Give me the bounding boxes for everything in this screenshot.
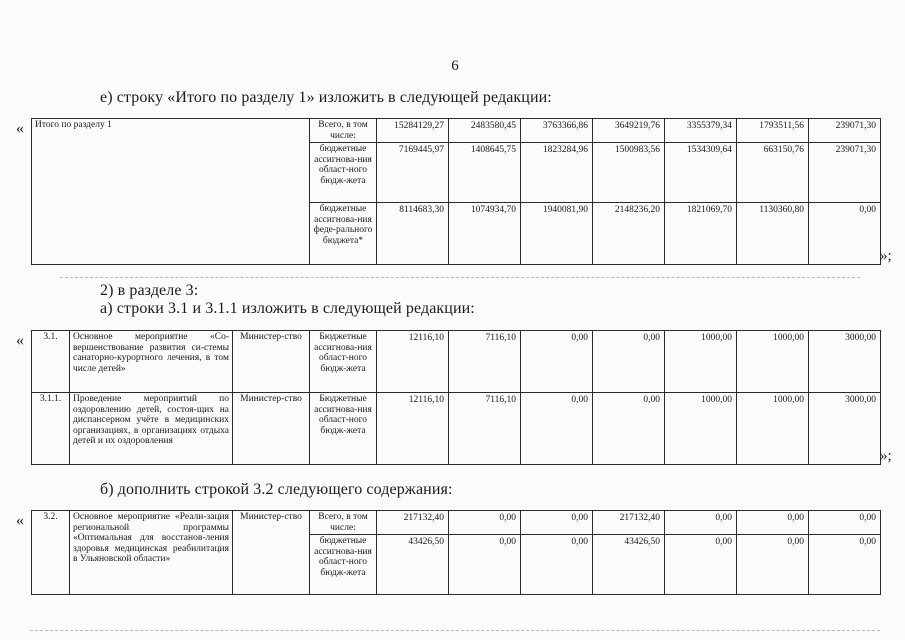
- source-cell: Бюджетные ассигнова-ния област-ного бюдж-жета: [310, 393, 377, 465]
- value-cell: 12116,10: [377, 331, 449, 393]
- close-quote-1: »;: [880, 248, 892, 264]
- open-quote-2: «: [16, 332, 24, 349]
- value-cell: 239071,30: [809, 119, 881, 143]
- value-cell: 0,00: [521, 331, 593, 393]
- table-section3-rows: [31, 330, 881, 465]
- measure-name: Проведение мероприятий по оздоровлению детей, состоя-щих на диспансерном учёте в медицинских организациях, в организациях отдыха детей и их оздоровления: [70, 393, 233, 465]
- value-cell: 1130360,80: [737, 203, 809, 265]
- paragraph-e: е) строку «Итого по разделу 1» изложить в следующей редакции:: [100, 89, 552, 106]
- value-cell: 0,00: [593, 393, 665, 465]
- value-cell: 1408645,75: [449, 143, 521, 203]
- value-cell: 15284129,27: [377, 119, 449, 143]
- row-number: 3.2.: [32, 511, 70, 595]
- value-cell: 1074934,70: [449, 203, 521, 265]
- scan-artifact: [60, 277, 860, 278]
- value-cell: 0,00: [521, 535, 593, 595]
- value-cell: 1500983,56: [593, 143, 665, 203]
- source-cell: Всего, в том числе:: [310, 511, 377, 535]
- paragraph-2: 2) в разделе 3:: [100, 282, 199, 299]
- value-cell: 8114683,30: [377, 203, 449, 265]
- measure-name: Основное мероприятие «Со-вершенствование развития си-стемы санаторно-курортного лечения, в том числе детей»: [70, 331, 233, 393]
- value-cell: 217132,40: [377, 511, 449, 535]
- value-cell: 7116,10: [449, 393, 521, 465]
- source-cell: бюджетные ассигнова-ния област-ного бюдж-жета: [310, 535, 377, 595]
- paragraph-2a: а) строки 3.1 и 3.1.1 изложить в следующей редакции:: [100, 300, 475, 317]
- value-cell: 2148236,20: [593, 203, 665, 265]
- paragraph-b: б) дополнить строкой 3.2 следующего содержания:: [100, 481, 453, 498]
- value-cell: 0,00: [665, 511, 737, 535]
- table-section1-total: [31, 118, 881, 265]
- source-cell: бюджетные ассигнова-ния феде-рального бюджета*: [310, 203, 377, 265]
- value-cell: 1000,00: [665, 331, 737, 393]
- value-cell: 1000,00: [737, 393, 809, 465]
- scan-artifact: [30, 630, 880, 631]
- value-cell: 0,00: [449, 535, 521, 595]
- value-cell: 0,00: [737, 511, 809, 535]
- executor: Министер-ство: [233, 331, 310, 393]
- value-cell: 3000,00: [809, 393, 881, 465]
- value-cell: 1823284,96: [521, 143, 593, 203]
- value-cell: 3763366,86: [521, 119, 593, 143]
- value-cell: 1940081,90: [521, 203, 593, 265]
- open-quote-3: «: [16, 512, 24, 529]
- measure-name: Основное мероприятие «Реали-зация региональной программы «Оптимальная для восстанов-ления здоровья медицинская реабилитация в Ульяновской области»: [70, 511, 233, 595]
- executor: Министер-ство: [233, 511, 310, 595]
- page-number: 6: [451, 58, 459, 74]
- value-cell: 0,00: [737, 535, 809, 595]
- source-cell: бюджетные ассигнова-ния област-ного бюдж-жета: [310, 143, 377, 203]
- value-cell: 43426,50: [377, 535, 449, 595]
- value-cell: 217132,40: [593, 511, 665, 535]
- value-cell: 1534309,64: [665, 143, 737, 203]
- value-cell: 0,00: [593, 331, 665, 393]
- close-quote-2: »;: [880, 448, 892, 464]
- open-quote-1: «: [16, 120, 24, 137]
- executor: Министер-ство: [233, 393, 310, 465]
- row-number: 3.1.1.: [32, 393, 70, 465]
- value-cell: 0,00: [521, 511, 593, 535]
- value-cell: 3649219,76: [593, 119, 665, 143]
- value-cell: 3355379,34: [665, 119, 737, 143]
- value-cell: 1000,00: [737, 331, 809, 393]
- value-cell: 3000,00: [809, 331, 881, 393]
- value-cell: 663150,76: [737, 143, 809, 203]
- source-cell: Бюджетные ассигнова-ния област-ного бюдж-жета: [310, 331, 377, 393]
- value-cell: 0,00: [521, 393, 593, 465]
- value-cell: 7169445,97: [377, 143, 449, 203]
- value-cell: 12116,10: [377, 393, 449, 465]
- value-cell: 0,00: [809, 511, 881, 535]
- row-number: 3.1.: [32, 331, 70, 393]
- source-cell: Всего, в том числе:: [310, 119, 377, 143]
- value-cell: 1821069,70: [665, 203, 737, 265]
- value-cell: 43426,50: [593, 535, 665, 595]
- section1-total-label: Итого по разделу 1: [32, 119, 310, 265]
- value-cell: 0,00: [809, 203, 881, 265]
- table-row-3-2: [31, 510, 881, 595]
- value-cell: 2483580,45: [449, 119, 521, 143]
- value-cell: 239071,30: [809, 143, 881, 203]
- value-cell: 1000,00: [665, 393, 737, 465]
- value-cell: 0,00: [809, 535, 881, 595]
- value-cell: 7116,10: [449, 331, 521, 393]
- value-cell: 0,00: [665, 535, 737, 595]
- value-cell: 0,00: [449, 511, 521, 535]
- value-cell: 1793511,56: [737, 119, 809, 143]
